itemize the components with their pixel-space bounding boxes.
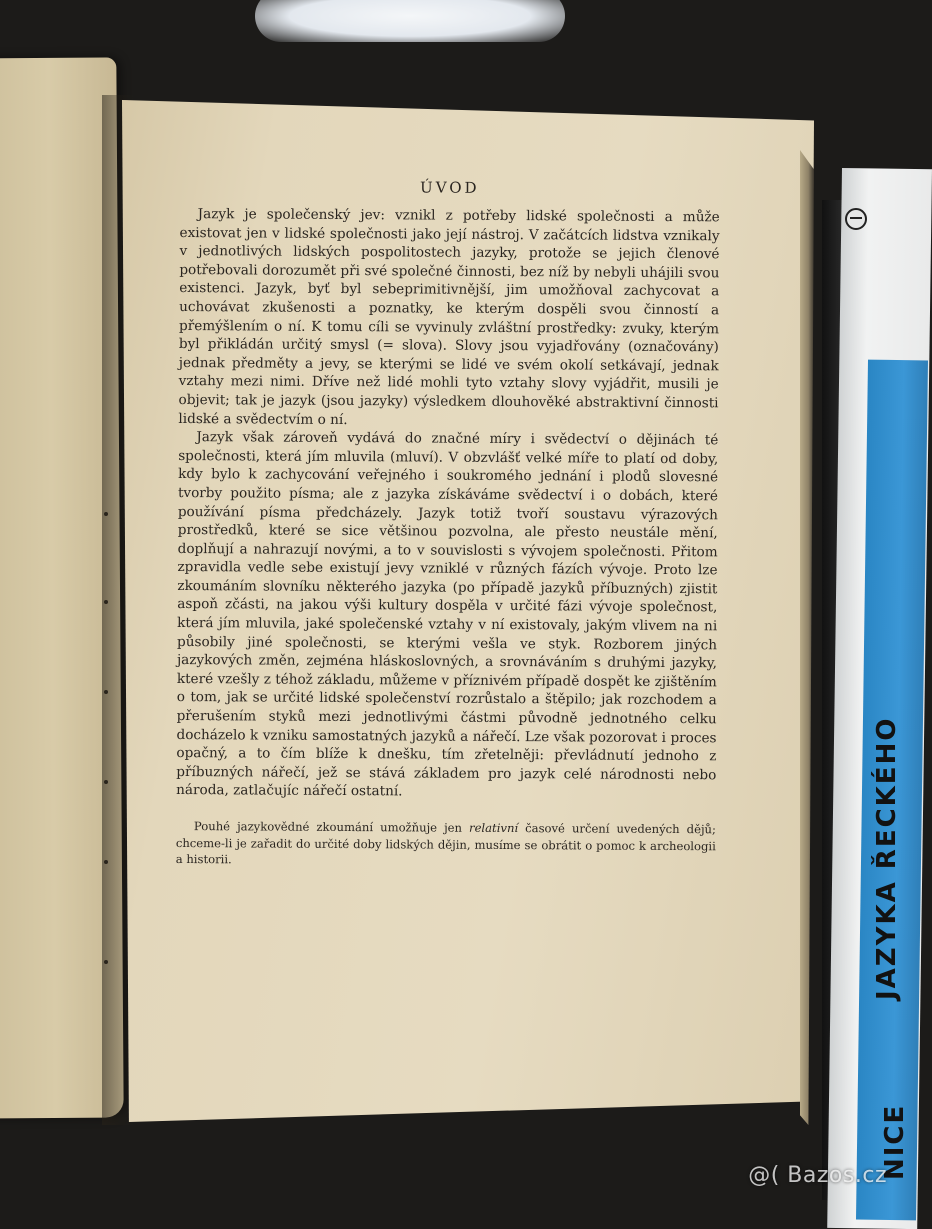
binding-stitch xyxy=(104,690,108,694)
page-text-block xyxy=(176,165,720,871)
publisher-emblem-icon xyxy=(845,208,867,230)
other-book-title: JAZYKA ŘECKÉHO xyxy=(872,716,902,1000)
footnote-text-end: časové určení uvedených dějů; chceme-li je zařadit do určité doby lidských dějin, musíme se obrátit o pomoc k archeologii a historii. xyxy=(175,821,716,867)
binding-stitch xyxy=(104,512,108,516)
paragraph: Jazyk však zároveň vydává do značné míry i svědectví o dějinách té společnosti, která jím mluvila (mluví). V obzvlášť velké míře to platí od doby, kdy bylo k zachycování veřejného i soukromého jednání i plodů slovesné tvorby použito písma; ale z jazyka získáváme svědectví i o dobách, které používání písma předcházely. Jazyk totiž tvoří soustavu výrazových prostředků, které se sice většinou pozvolna, ale přesto neustále mění, doplňují a nahrazují novými, a to v souvislosti s vývojem společnosti. Přitom zpravidla vedle sebe existují jevy vzniklé v různých fázích vývoje. Proto lze zkoumáním slovníku některého jazyka (po případě jazyků příbuzných) zjistit aspoň zčásti, na jakou výši kultury dospěla v určité fázi vývoje společnost, která jím mluvila, jaké společenské vztahy v ní existovaly, jakým vlivem na ni působily jiné společnosti, se kterými vešla ve styk. Rozborem jiných jazykových změn, zejména hláskoslovných, a srovnáváním s druhými jazyky, které vzešly z téhož základu, můžeme v příznivém případě dospět ke zjištěním o tom, jak se určité lidské společenství rozrůstalo a štěpilo; jak rozchodem a přerušením styků mezi jednotlivými částmi původně jednotného celku docházelo k vzniku samostatných jazyků a nářečí. Lze však pozorovat i proces opačný, a to čím blíže k dnešku, tím zřetelněji: převládnutí jednoho z příbuzných nářečí, jež se stává základem pro jazyk celé národnosti nebo národa, zatlačujíc nářečí ostatní. xyxy=(176,429,719,800)
watermark: @( Bazos.cz xyxy=(748,1163,887,1188)
other-book-title-2: NICE xyxy=(880,1103,910,1180)
binding-stitch xyxy=(104,780,108,784)
footnote xyxy=(176,818,716,871)
paragraph: Jazyk je společenský jev: vznikl z potřeby lidské společnosti a může existovat jen v lidské společnosti jako její nástroj. V začátcích lidstva vznikaly v jednotlivých lidských pospolitostech jazyky, protože se jejich členové potřebovali dorozumět při své společné činnosti, bez níž by nebyli uhájili svou existenci. Jazyk, byť byl sebeprimitivnější, jim umožňoval zachycovat a uchovávat zkušenosti a poznatky, ke kterým dospěli svou činností a přemýšlením o ní. K tomu cíli se vyvinuly zvláštní prostředky: zvuky, kterým byl přikládán určitý smysl (= slova). Slovy jsou vyjadřovány (označovány) jednak předměty a jevy, se kterými se lidé ve svém okolí setkávají, jednak vztahy mezi nimi. Dříve než lidé mohli tyto vztahy slovy vyjádřit, musili je objevit; tak je jazyk (jsou jazyky) výsledkem dlouhověké abstraktivní činnosti lidské a svědectvím o ní. xyxy=(178,206,720,428)
binding-stitch xyxy=(104,960,108,964)
body-text xyxy=(176,205,720,803)
binding-stitch xyxy=(104,860,108,864)
page-edge xyxy=(800,150,814,1125)
lamp-glare xyxy=(255,0,565,42)
footnote-text-start: Pouhé jazykovědné zkoumání umožňuje jen xyxy=(193,819,470,835)
chapter-title: ÚVOD xyxy=(420,178,480,197)
binding-stitch xyxy=(104,600,108,604)
footnote-italic: relativní xyxy=(469,820,519,836)
